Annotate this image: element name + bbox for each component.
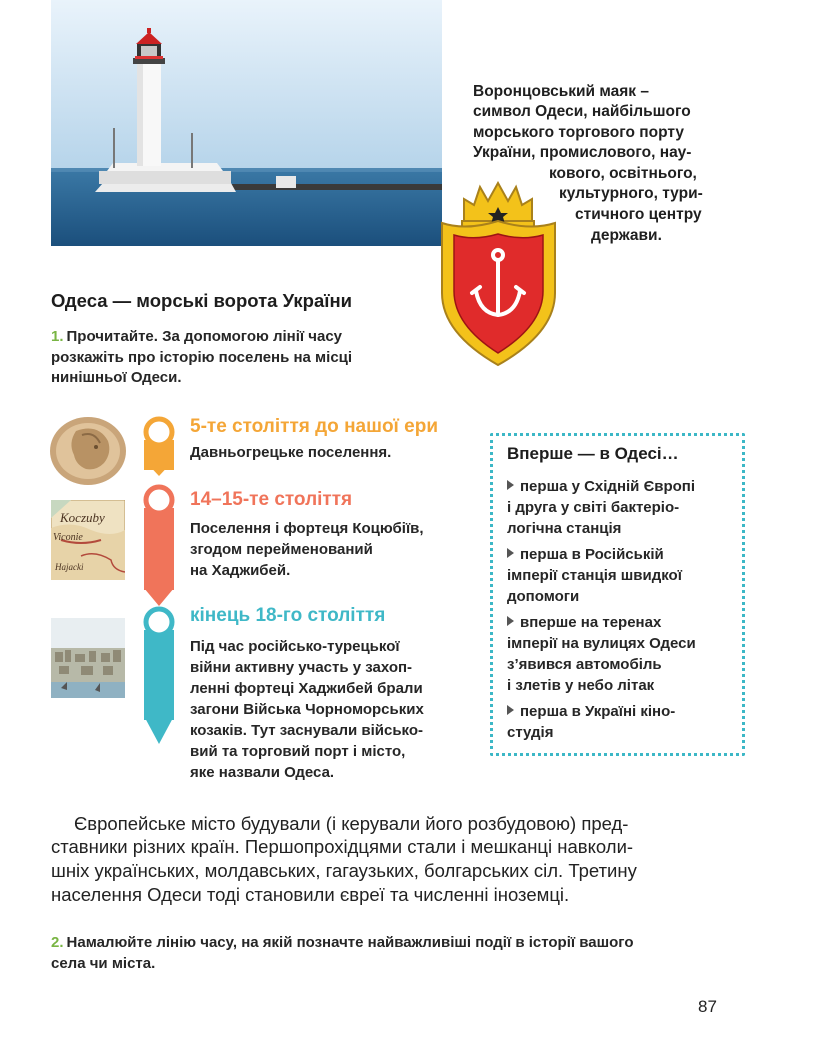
task-number: 2. <box>51 934 64 951</box>
section-heading: Одеса — морські ворота України <box>51 290 353 311</box>
caption-line: держави. <box>591 227 662 244</box>
caption-line: символ Одеси, найбільшого <box>473 103 691 120</box>
bullet-triangle-icon <box>507 705 514 715</box>
era-title-ancient: 5-те століття до нашої ери <box>190 416 439 437</box>
firsts-list-item <box>507 544 682 607</box>
firsts-line: і злетів у небо літак <box>507 677 655 694</box>
era-text-medieval <box>190 518 424 581</box>
paragraph-line: шніх українських, молдавських, гагаузьких, болгарських сіл. Третину <box>51 860 637 881</box>
old-map-image <box>51 500 125 580</box>
era-line: вий та торговий порт і місто, <box>190 743 406 760</box>
old-city-engraving <box>51 618 125 698</box>
map-label: Koczuby <box>60 510 105 525</box>
ancient-coin-image <box>46 413 130 487</box>
caption-line: України, промислового, нау- <box>473 144 692 161</box>
task-2-line: села чи міста. <box>51 955 156 972</box>
bullet-triangle-icon <box>507 480 514 490</box>
paragraph-line: ставники різних країн. Першопрохідцями стали і мешканці навколи- <box>51 836 634 857</box>
caption-line: морського торгового порту <box>473 124 684 141</box>
task-number: 1. <box>51 328 64 345</box>
era-line: на Хаджибей. <box>190 562 291 579</box>
era-title-18c: кінець 18-го століття <box>190 605 386 626</box>
bullet-triangle-icon <box>507 548 514 558</box>
firsts-line: логічна станція <box>507 520 622 537</box>
firsts-list-item <box>507 612 696 696</box>
era-text-18c <box>190 636 424 783</box>
task-1 <box>51 327 411 389</box>
era-line: Поселення і фортеця Коцюбіїв, <box>190 520 424 537</box>
era-text-ancient <box>190 442 391 463</box>
lighthouse-photo <box>51 0 442 246</box>
bullet-triangle-icon <box>507 616 514 626</box>
era-line: загони Війська Чорноморських <box>190 701 424 718</box>
paragraph-line: Європейське місто будували (і керували його розбудовою) пред- <box>74 813 629 834</box>
odesa-coat-of-arms <box>436 181 561 367</box>
firsts-line: імперії на вулицях Одеси <box>507 635 696 652</box>
firsts-line: студія <box>507 724 554 741</box>
task-1-line: Прочитайте. За допомогою лінії часу <box>66 328 343 345</box>
era-title-medieval: 14–15-те століття <box>190 489 353 510</box>
task-2 <box>51 932 634 974</box>
era-line: яке назвали Одеса. <box>190 764 335 781</box>
firsts-line: перша у Східній Європі <box>520 478 696 495</box>
task-1-line: нинішньої Одеси. <box>51 369 182 386</box>
era-line: війни активну участь у захоп- <box>190 659 413 676</box>
caption-line: стичного центру <box>575 206 702 223</box>
firsts-line: і друга у світі бактеріо- <box>507 499 680 516</box>
timeline-line <box>140 410 180 750</box>
firsts-line: перша в Україні кіно- <box>520 703 676 720</box>
paragraph-line: населення Одеси тоді становили євреї та численні іноземці. <box>51 884 570 905</box>
task-1-line: розкажіть про історію поселень на місці <box>51 348 353 366</box>
task-2-line: Намалюйте лінію часу, на якій позначте найважливіші події в історії вашого <box>66 934 634 951</box>
caption-line: культурного, тури- <box>559 185 703 202</box>
firsts-line: перша в Російській <box>520 546 664 563</box>
firsts-line: допомоги <box>507 588 580 605</box>
era-line: Під час російсько-турецької <box>190 638 400 655</box>
firsts-box-title: Вперше — в Одесі… <box>507 444 679 463</box>
firsts-line: з’явився автомобіль <box>507 656 662 673</box>
era-line: козаків. Тут заснували військо- <box>190 722 424 739</box>
page-number: 87 <box>698 997 717 1016</box>
firsts-list-item <box>507 701 675 743</box>
caption-line: Воронцовський маяк – <box>473 83 649 100</box>
era-line: Давньогрецьке поселення. <box>190 444 392 461</box>
era-line: ленні фортеці Хаджибей брали <box>190 680 423 697</box>
map-label: Viconie <box>53 532 83 543</box>
firsts-line: імперії станція швидкої <box>507 567 682 584</box>
era-line: згодом перейменований <box>190 541 373 558</box>
caption-line: кового, освітнього, <box>549 165 697 182</box>
firsts-line: вперше на теренах <box>520 614 662 631</box>
map-label: Hajacki <box>55 562 84 572</box>
firsts-list-item <box>507 476 695 539</box>
